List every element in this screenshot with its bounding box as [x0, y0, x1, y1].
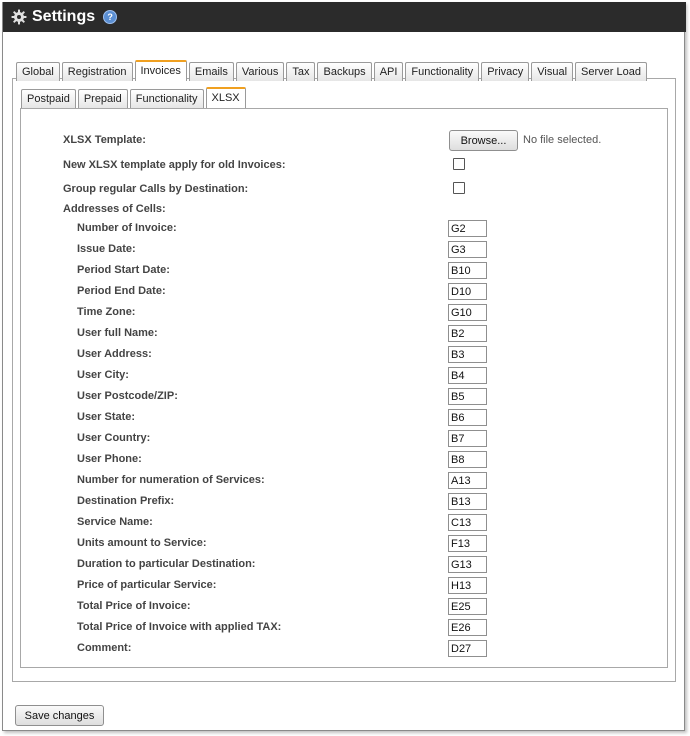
cell-address-label: User Country: — [77, 432, 151, 444]
cell-address-label: Period End Date: — [77, 285, 166, 297]
title-bar — [3, 2, 686, 32]
help-icon[interactable]: ? — [103, 10, 117, 24]
file-status: No file selected. — [523, 134, 602, 146]
cell-address-label: Time Zone: — [77, 306, 136, 318]
cell-address-label: Period Start Date: — [77, 264, 170, 276]
cell-address-label: Comment: — [77, 642, 132, 654]
sub-tab-bar — [21, 89, 248, 108]
cell-address-input[interactable] — [448, 430, 487, 447]
tab-backups[interactable]: Backups — [317, 62, 371, 81]
cell-address-input[interactable] — [448, 598, 487, 615]
xlsx-template-label: XLSX Template: — [63, 134, 146, 146]
cell-address-input[interactable] — [448, 640, 487, 657]
tab-functionality[interactable]: Functionality — [405, 62, 479, 81]
cell-address-input[interactable] — [448, 535, 487, 552]
cell-address-label: Total Price of Invoice: — [77, 600, 191, 612]
addresses-of-cells-label: Addresses of Cells: — [63, 203, 166, 215]
tab-emails[interactable]: Emails — [189, 62, 234, 81]
cell-address-label: User City: — [77, 369, 129, 381]
cell-address-input[interactable] — [448, 388, 487, 405]
cell-address-input[interactable] — [448, 493, 487, 510]
tab-global[interactable]: Global — [16, 62, 60, 81]
cell-address-input[interactable] — [448, 619, 487, 636]
cell-address-label: Price of particular Service: — [77, 579, 217, 591]
subtab-functionality[interactable]: Functionality — [130, 89, 204, 108]
cell-address-input[interactable] — [448, 367, 487, 384]
cell-address-input[interactable] — [448, 325, 487, 342]
cell-address-label: User State: — [77, 411, 136, 423]
cell-address-input[interactable] — [448, 346, 487, 363]
tab-visual[interactable]: Visual — [531, 62, 573, 81]
cell-address-label: Destination Prefix: — [77, 495, 175, 507]
save-changes-button[interactable]: Save changes — [15, 705, 104, 726]
cell-address-label: User Address: — [77, 348, 152, 360]
cell-address-label: Units amount to Service: — [77, 537, 207, 549]
apply-old-invoices-label: New XLSX template apply for old Invoices: — [63, 159, 286, 171]
cell-address-input[interactable] — [448, 556, 487, 573]
cell-address-input[interactable] — [448, 262, 487, 279]
group-calls-label: Group regular Calls by Destination: — [63, 183, 249, 195]
cell-address-label: Number for numeration of Services: — [77, 474, 265, 486]
cell-address-input[interactable] — [448, 220, 487, 237]
gear-icon — [11, 9, 27, 25]
subtab-xlsx[interactable]: XLSX — [206, 87, 246, 108]
subtab-postpaid[interactable]: Postpaid — [21, 89, 76, 108]
tab-server-load[interactable]: Server Load — [575, 62, 647, 81]
cell-address-input[interactable] — [448, 241, 487, 258]
cell-address-label: User Postcode/ZIP: — [77, 390, 178, 402]
tab-various[interactable]: Various — [236, 62, 284, 81]
cell-address-input[interactable] — [448, 304, 487, 321]
cell-address-input[interactable] — [448, 283, 487, 300]
cell-address-input[interactable] — [448, 409, 487, 426]
cell-address-label: Number of Invoice: — [77, 222, 177, 234]
tab-invoices[interactable]: Invoices — [135, 60, 187, 81]
main-tab-bar — [16, 62, 649, 81]
cell-address-label: Issue Date: — [77, 243, 136, 255]
tab-api[interactable]: API — [374, 62, 404, 81]
cell-address-input[interactable] — [448, 577, 487, 594]
apply-old-invoices-checkbox[interactable] — [453, 158, 465, 170]
cell-address-label: Duration to particular Destination: — [77, 558, 256, 570]
cell-address-label: Service Name: — [77, 516, 153, 528]
tab-tax[interactable]: Tax — [286, 62, 315, 81]
subtab-prepaid[interactable]: Prepaid — [78, 89, 128, 108]
cell-address-label: User Phone: — [77, 453, 142, 465]
page-title: Settings — [32, 8, 96, 25]
cell-address-label: Total Price of Invoice with applied TAX: — [77, 621, 282, 633]
cell-address-input[interactable] — [448, 451, 487, 468]
cell-address-input[interactable] — [448, 472, 487, 489]
tab-registration[interactable]: Registration — [62, 62, 133, 81]
cell-address-label: User full Name: — [77, 327, 158, 339]
cell-address-input[interactable] — [448, 514, 487, 531]
group-calls-checkbox[interactable] — [453, 182, 465, 194]
browse-button[interactable]: Browse... — [449, 130, 518, 151]
tab-privacy[interactable]: Privacy — [481, 62, 529, 81]
